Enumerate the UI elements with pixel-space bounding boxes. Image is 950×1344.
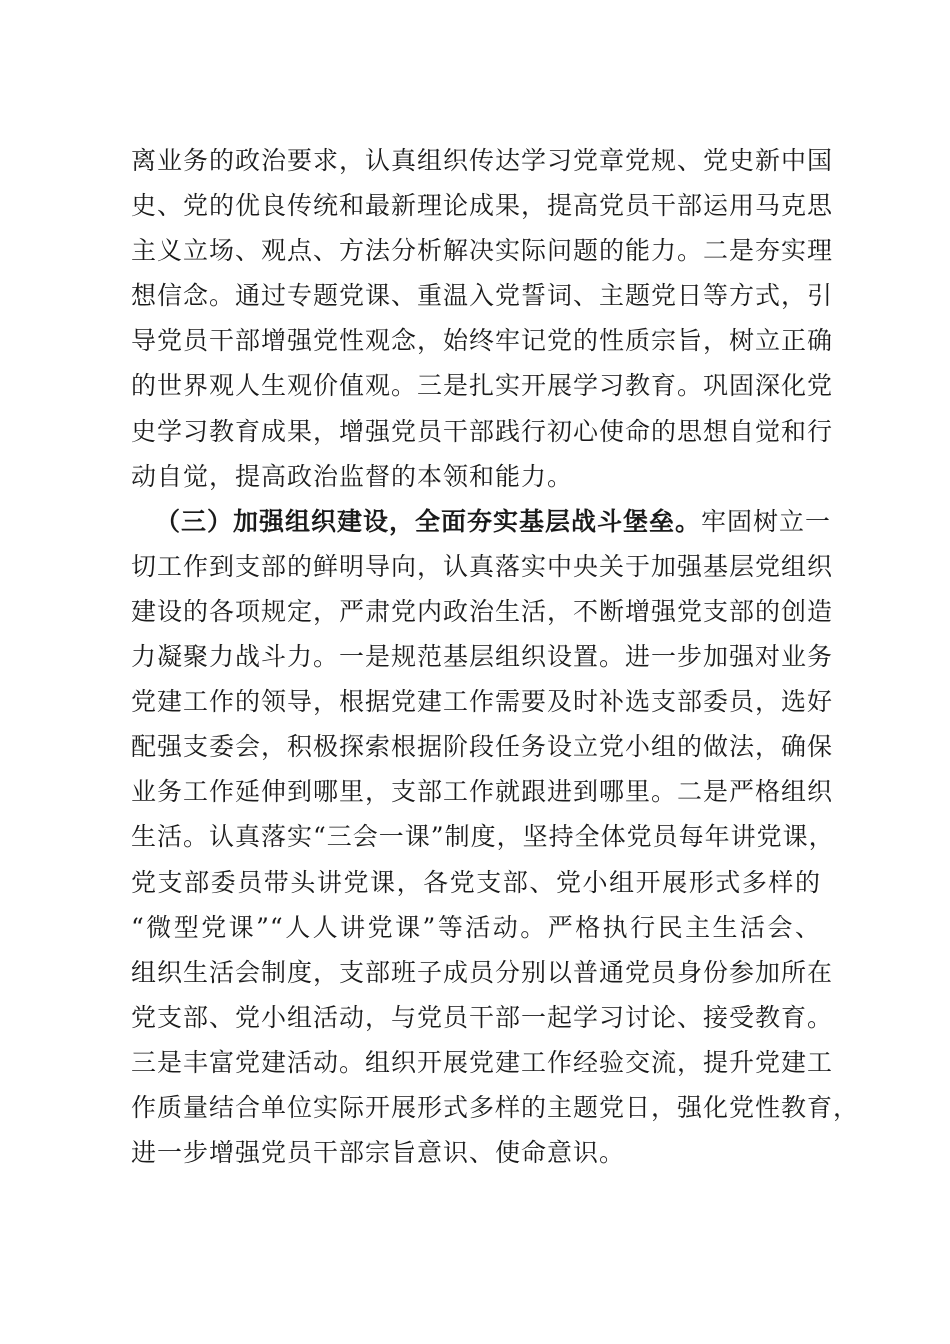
text-line: 动自觉，提高政治监督的本领和能力。 — [131, 461, 574, 491]
text-line: 配强支委会，积极探索根据阶段任务设立党小组的做法，确保 — [131, 732, 834, 762]
text-line: 史、党的优良传统和最新理论成果，提高党员干部运用马克思 — [131, 191, 834, 221]
heading-line-rest: 牢固树立一 — [701, 506, 832, 536]
text-line: “微型党课”“人人讲党课”等活动。严格执行民主生活会、 — [131, 912, 821, 942]
section-heading: （三）加强组织建设，全面夯实基层战斗堡垒。 — [155, 506, 702, 536]
text-line: 党支部、党小组活动，与党员干部一起学习讨论、接受教育。 — [131, 1002, 834, 1032]
text-line: 想信念。通过专题党课、重温入党誓词、主题党日等方式，引 — [131, 281, 834, 311]
text-line: 史学习教育成果，增强党员干部践行初心使命的思想自觉和行 — [131, 416, 834, 446]
text-line: 党建工作的领导，根据党建工作需要及时补选支部委员，选好 — [131, 687, 834, 717]
text-line: 离业务的政治要求，认真组织传达学习党章党规、党史新中国 — [131, 146, 834, 175]
document-body — [131, 138, 860, 1175]
text-line: 力凝聚力战斗力。一是规范基层组织设置。进一步加强对业务 — [131, 642, 834, 672]
text-line: 生活。认真落实“三会一课”制度，坚持全体党员每年讲党课， — [131, 822, 835, 852]
text-line: 主义立场、观点、方法分析解决实际问题的能力。二是夯实理 — [131, 236, 834, 266]
text-line: 进一步增强党员干部宗旨意识、使命意识。 — [131, 1138, 626, 1168]
text-line: 党支部委员带头讲党课，各党支部、党小组开展形式多样的 — [131, 867, 821, 897]
text-line: 组织生活会制度，支部班子成员分别以普通党员身份参加所在 — [131, 957, 834, 987]
paragraph-heading-line — [131, 499, 832, 544]
text-line: 切工作到支部的鲜明导向，认真落实中央关于加强基层党组织 — [131, 551, 834, 581]
text-line: 建设的各项规定，严肃党内政治生活，不断增强党支部的创造 — [131, 596, 834, 626]
text-line: 作质量结合单位实际开展形式多样的主题党日，强化党性教育， — [131, 1092, 860, 1122]
text-line: 三是丰富党建活动。组织开展党建工作经验交流，提升党建工 — [131, 1047, 834, 1077]
text-line: 的世界观人生观价值观。三是扎实开展学习教育。巩固深化党 — [131, 371, 834, 401]
text-line: 导党员干部增强党性观念，始终牢记党的性质宗旨，树立正确 — [131, 326, 834, 356]
text-line: 业务工作延伸到哪里，支部工作就跟进到哪里。二是严格组织 — [131, 777, 834, 807]
paragraph-2 — [131, 499, 860, 1175]
paragraph-1 — [131, 138, 834, 499]
